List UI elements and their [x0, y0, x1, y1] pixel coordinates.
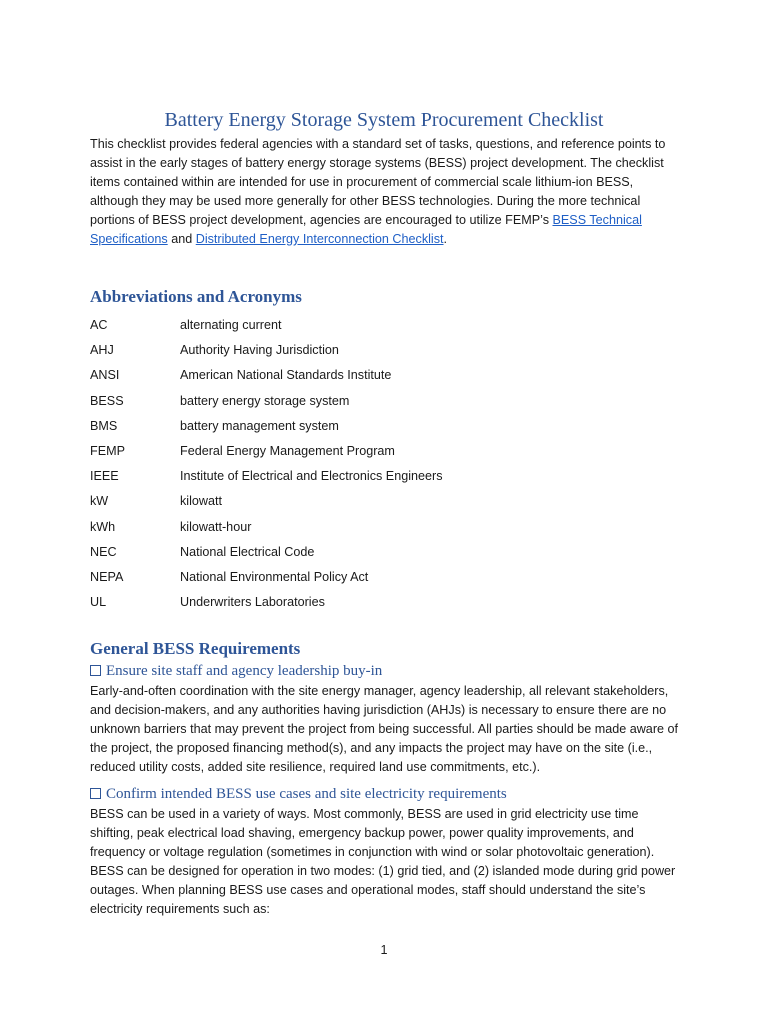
- abbreviation-definition: Underwriters Laboratories: [180, 595, 325, 610]
- bess-technical-specifications-link[interactable]: BESS Technical Specifications: [90, 212, 642, 246]
- checklist-item-title: [90, 663, 382, 680]
- checklist-item-title-text: Ensure site staff and agency leadership buy-in: [106, 663, 383, 679]
- abbreviation-term: FEMP: [90, 443, 125, 458]
- abbreviation-row: [90, 518, 650, 543]
- general-requirements-heading: General BESS Requirements: [90, 639, 301, 658]
- checklist-item-title-text: Confirm intended BESS use cases and site electricity requirements: [106, 786, 507, 802]
- abbreviations-table: [90, 316, 650, 618]
- abbreviation-row: [90, 316, 650, 341]
- abbreviation-row: [90, 593, 650, 618]
- abbreviation-row: [90, 392, 650, 417]
- intro-text-end: .: [443, 231, 448, 246]
- abbreviation-definition: American National Standards Institute: [180, 368, 392, 383]
- interconnection-checklist-link[interactable]: Distributed Energy Interconnection Checklist: [195, 231, 444, 246]
- abbreviation-term: BMS: [90, 418, 118, 433]
- abbreviation-row: [90, 366, 650, 391]
- abbreviation-term: kW: [90, 494, 109, 509]
- abbreviation-term: ANSI: [90, 368, 120, 383]
- checklist-item-body: BESS can be used in a variety of ways. Most commonly, BESS are used in grid electricity use time shifting, peak electrical load shaving, emergency backup power, power quality improvements, and frequency or voltage regulation (sometimes in conjunction with wind or solar photovoltaic generation). BESS can be designed for operation in two modes: (1) grid tied, and (2) islanded mode during grid power outages. When planning BESS use cases and operational modes, staff should understand the site’s electricity requirements such as:: [90, 807, 676, 916]
- abbreviation-row: [90, 467, 650, 492]
- abbreviation-term: IEEE: [90, 469, 119, 484]
- abbreviation-term: BESS: [90, 393, 124, 408]
- abbreviations-heading: Abbreviations and Acronyms: [90, 287, 302, 306]
- abbreviation-row: [90, 341, 650, 366]
- intro-paragraph: [90, 135, 680, 248]
- abbreviation-row: [90, 568, 650, 593]
- checklist-item-body: Early-and-often coordination with the site energy manager, agency leadership, all relevant stakeholders, and decision-makers, and any authorities having jurisdiction (AHJs) is necessary to ensure there are no unknown barriers that may prevent the project from being successful. All parties should be made aware of the project, the proposed financing method(s), and any impacts the project may have on the site (i.e., reduced utility costs, added site resilience, required land use commitments, etc.).: [90, 684, 679, 774]
- abbreviation-term: UL: [90, 595, 107, 610]
- abbreviation-term: NEPA: [90, 569, 124, 584]
- abbreviation-row: [90, 417, 650, 442]
- abbreviation-definition: kilowatt-hour: [180, 519, 252, 534]
- intro-text-between: and: [167, 231, 196, 246]
- abbreviation-row: [90, 492, 650, 517]
- checkbox-icon[interactable]: [90, 788, 101, 799]
- abbreviation-term: AHJ: [90, 343, 114, 358]
- abbreviation-definition: kilowatt: [180, 494, 222, 509]
- abbreviation-term: kWh: [90, 519, 116, 534]
- checklist-item-title: [90, 786, 507, 803]
- abbreviation-definition: battery energy storage system: [180, 393, 350, 408]
- abbreviation-row: [90, 543, 650, 568]
- checkbox-icon[interactable]: [90, 665, 101, 676]
- page-number: 1: [380, 943, 388, 957]
- abbreviation-definition: Authority Having Jurisdiction: [180, 343, 339, 358]
- abbreviation-definition: Institute of Electrical and Electronics Engineers: [180, 469, 443, 484]
- abbreviation-definition: alternating current: [180, 318, 282, 332]
- abbreviation-row: [90, 442, 650, 467]
- abbreviation-definition: National Environmental Policy Act: [180, 569, 369, 584]
- page-title: Battery Energy Storage System Procurement Checklist: [164, 109, 604, 131]
- intro-text: This checklist provides federal agencies with a standard set of tasks, questions, and reference points to assist in the early stages of battery energy storage systems (BESS) project development. The checklist items contained within are intended for use in procurement of commercial scale lithium-ion BESS, although they may be used more generally for other BESS technologies. During the more technical portions of BESS project development, agencies are encouraged to utilize FEMP’s: [90, 137, 666, 227]
- abbreviation-definition: Federal Energy Management Program: [180, 443, 395, 458]
- abbreviation-definition: National Electrical Code: [180, 544, 315, 559]
- abbreviation-term: NEC: [90, 544, 117, 559]
- abbreviation-definition: battery management system: [180, 418, 339, 433]
- abbreviation-term: AC: [90, 318, 108, 332]
